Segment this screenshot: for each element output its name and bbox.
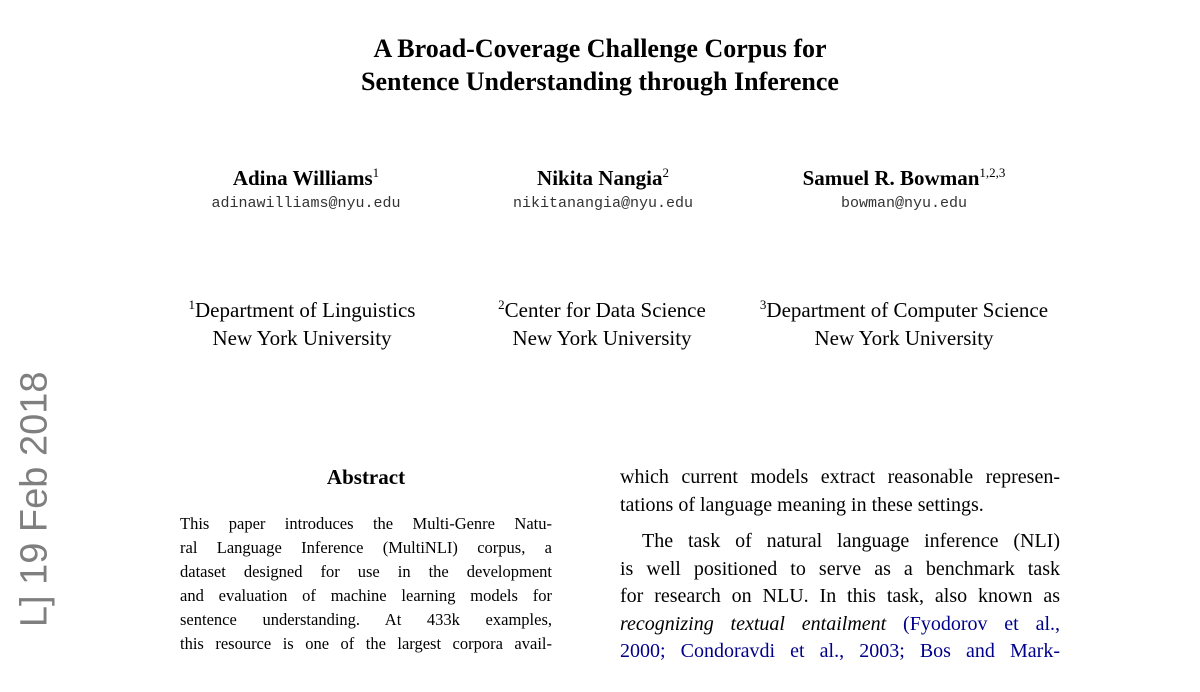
body-line: is well positioned to serve as a benchmark task xyxy=(620,557,1060,580)
body-line: which current models extract reasonable represen- xyxy=(620,466,1060,488)
author-email[interactable]: adinawilliams@nyu.edu xyxy=(211,195,401,212)
affil-dept: Center for Data Science xyxy=(504,298,706,322)
title-line-1: A Broad-Coverage Challenge Corpus for xyxy=(373,34,827,63)
author-block-nangia xyxy=(453,160,753,212)
author-affil-sup: 2 xyxy=(662,165,669,180)
affil-sup: 2 xyxy=(498,297,505,312)
abstract-line: and evaluation of machine learning models for xyxy=(180,586,552,605)
citation-link[interactable]: 2000; Condoravdi et al., 2003; Bos and Mark- xyxy=(620,640,1060,662)
body-line: The task of natural language inference (NLI) xyxy=(642,530,1060,552)
author-affil-sup: 1,2,3 xyxy=(979,165,1006,180)
author-email[interactable]: nikitanangia@nyu.edu xyxy=(512,195,694,212)
author-email[interactable]: bowman@nyu.edu xyxy=(840,195,968,212)
affil-dept: Department of Computer Science xyxy=(766,298,1049,322)
body-line: for research on NLU. In this task, also known as xyxy=(620,585,1060,607)
title-line-2: Sentence Understanding through Inference xyxy=(361,67,839,96)
body-line: tations of language meaning in these settings. xyxy=(620,493,984,516)
paper-title xyxy=(0,32,1200,98)
abstract-line: ral Language Inference (MultiNLI) corpus, a xyxy=(180,538,552,557)
body-line xyxy=(620,611,1060,639)
emphasis-term: recognizing textual entailment xyxy=(620,612,887,635)
author-name: Samuel R. Bowman xyxy=(802,166,980,190)
author-name: Nikita Nangia xyxy=(537,166,663,190)
affil-dept: Department of Linguistics xyxy=(195,298,416,322)
affil-univ: New York University xyxy=(212,326,392,350)
citation-link[interactable]: (Fyodorov et al., xyxy=(903,612,1060,635)
affil-univ: New York University xyxy=(814,326,994,350)
abstract-heading: Abstract xyxy=(326,465,406,489)
abstract-line: This paper introduces the Multi-Genre Natu- xyxy=(180,514,552,533)
abstract-line: sentence understanding. At 433k examples, xyxy=(180,610,552,629)
affil-sup: 3 xyxy=(759,297,767,312)
intro-column xyxy=(620,464,1060,666)
author-block-williams xyxy=(156,160,456,212)
affil-sup: 1 xyxy=(188,297,196,312)
arxiv-stamp: L] 19 Feb 2018 xyxy=(13,371,56,628)
affil-univ: New York University xyxy=(512,326,692,350)
author-block-bowman xyxy=(754,160,1054,212)
affiliation-computer-science xyxy=(724,291,1084,352)
abstract-line: dataset designed for use in the development xyxy=(180,562,552,581)
author-affil-sup: 1 xyxy=(372,165,380,180)
author-name: Adina Williams xyxy=(232,166,373,190)
abstract-body xyxy=(180,512,552,656)
abstract-line: this resource is one of the largest corpora avail- xyxy=(180,634,552,653)
